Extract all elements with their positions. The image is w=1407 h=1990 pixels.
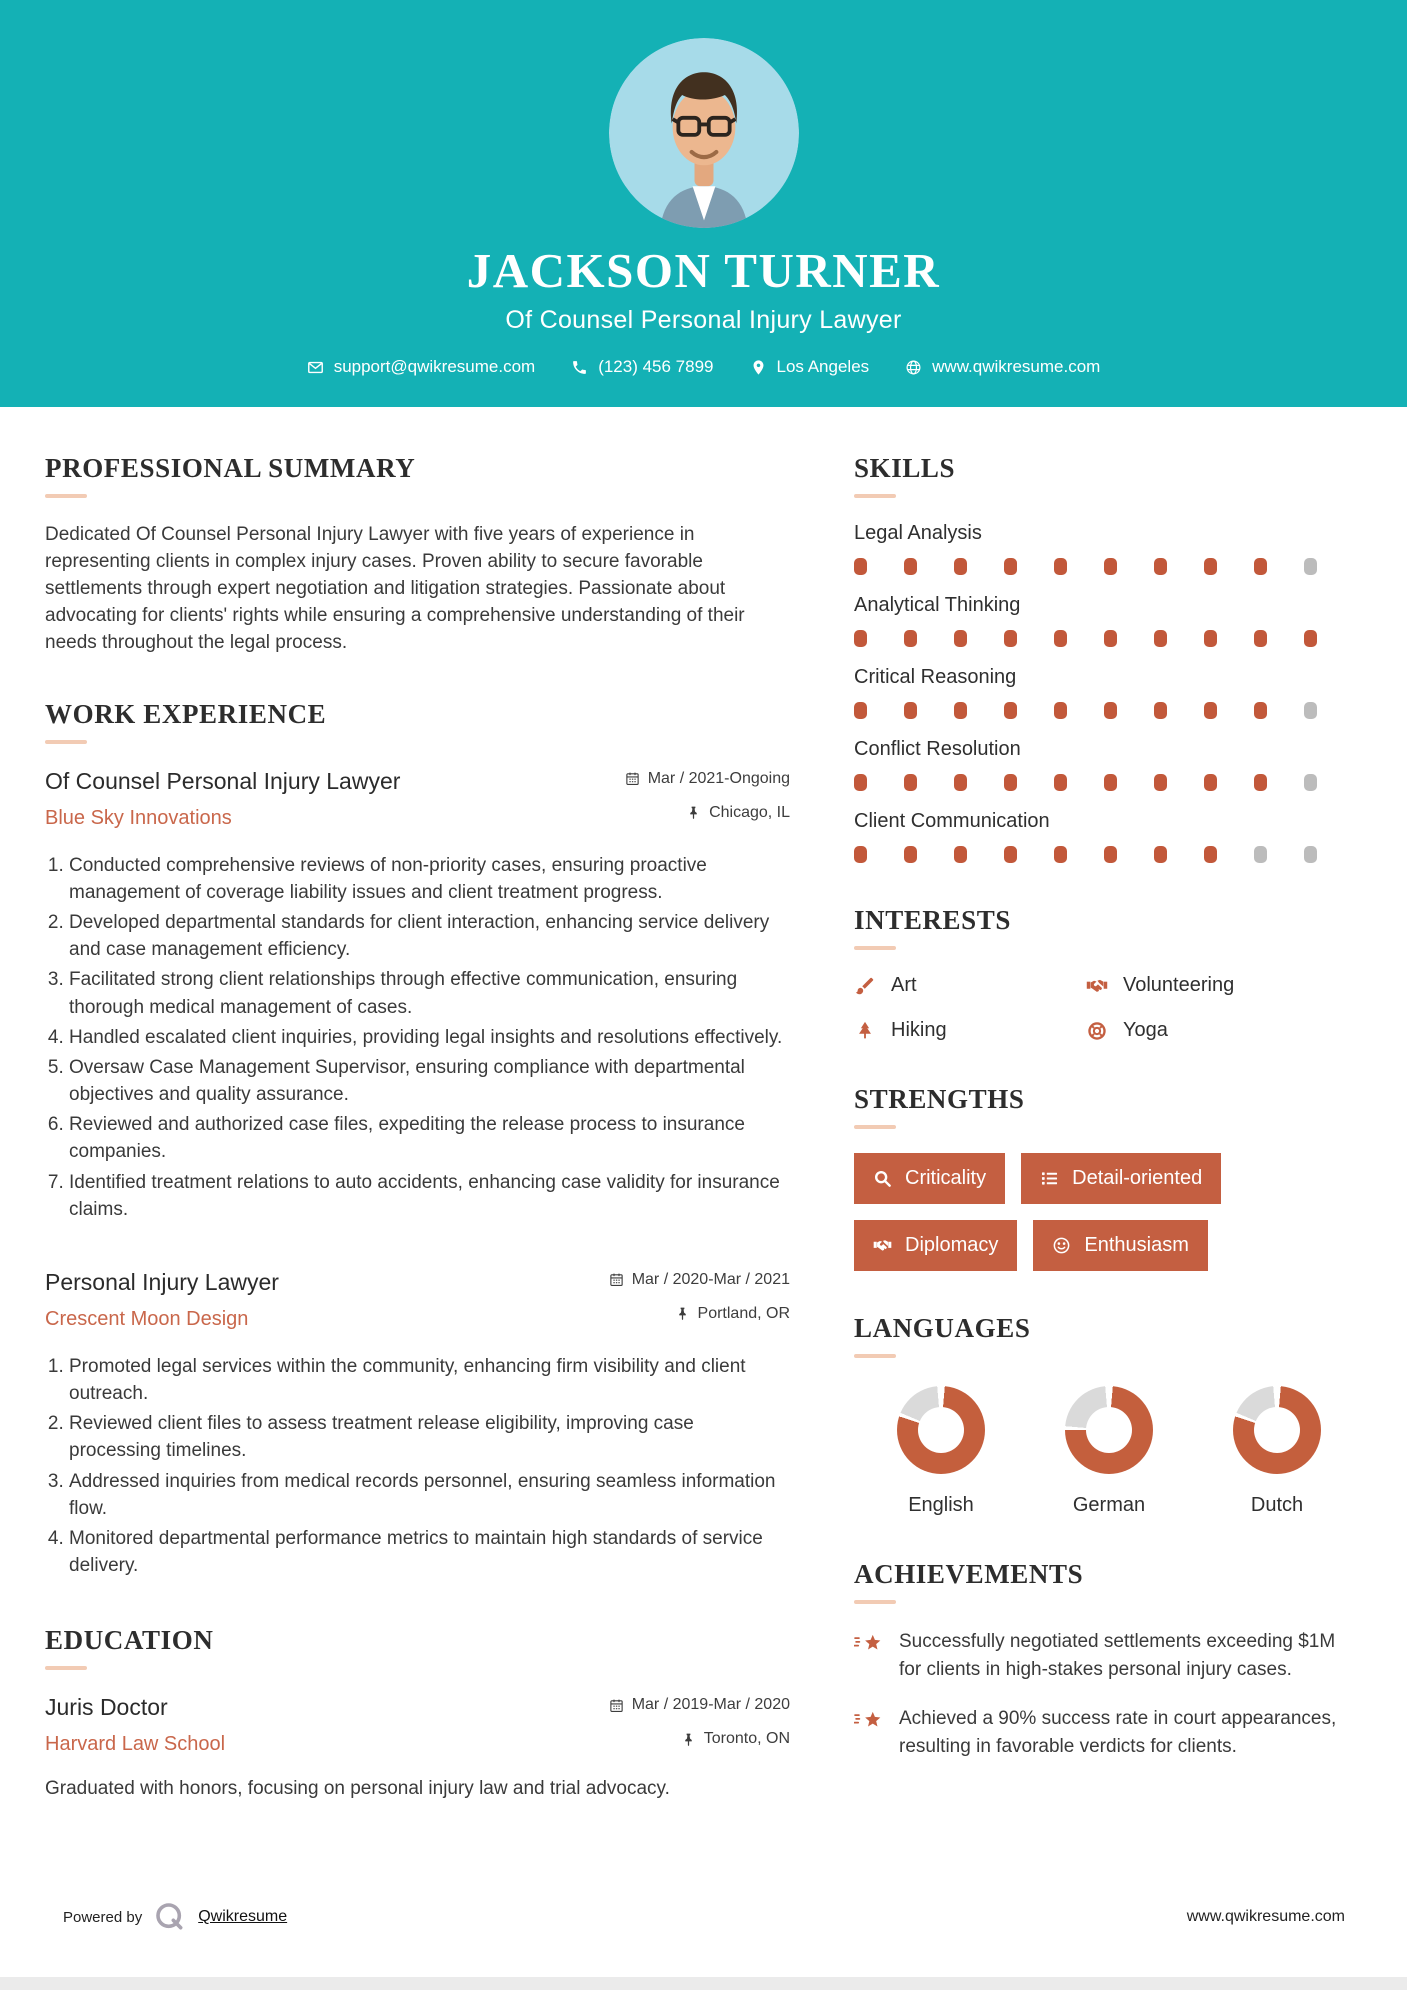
- section-achievements: [854, 1559, 1362, 1760]
- skill-level-dot: [854, 774, 867, 791]
- contact-row: [0, 357, 1407, 377]
- smiley-icon: [1052, 1236, 1071, 1255]
- job-entry: [45, 768, 790, 1223]
- pushpin-icon: [675, 1306, 690, 1321]
- strength-tag: [854, 1220, 1017, 1271]
- job-bullets: [45, 1353, 790, 1579]
- job-location-text: Portland, OR: [697, 1304, 790, 1322]
- language-donut: [1065, 1386, 1153, 1474]
- job-title: Of Counsel Personal Injury Lawyer: [45, 767, 401, 794]
- achievement-item: [854, 1628, 1362, 1683]
- heading-underline: [45, 494, 87, 498]
- skill-level-dot: [1104, 630, 1117, 647]
- section-skills: [854, 453, 1362, 863]
- skill-level-dot: [854, 558, 867, 575]
- interests-heading: INTERESTS: [854, 905, 1011, 935]
- skill-row: [854, 594, 1362, 647]
- heading-underline: [854, 1354, 896, 1358]
- job-entry: [45, 1269, 790, 1579]
- skill-row: [854, 666, 1362, 719]
- skill-level-dot: [1004, 702, 1017, 719]
- skill-level-dot: [1054, 846, 1067, 863]
- skill-level-dot: [1104, 702, 1117, 719]
- avatar-illustration: [609, 38, 799, 228]
- strength-label: Diplomacy: [905, 1234, 999, 1256]
- language-donut: [897, 1386, 985, 1474]
- skill-name: Client Communication: [854, 810, 1050, 832]
- calendar-icon: [609, 1698, 624, 1713]
- strengths-heading: STRENGTHS: [854, 1084, 1025, 1114]
- resume-body: [0, 407, 1407, 1901]
- skill-row: [854, 738, 1362, 791]
- interest-item: [854, 1019, 1086, 1042]
- skill-level-dot: [1154, 630, 1167, 647]
- skill-level-dot: [854, 702, 867, 719]
- skill-level-dot: [1054, 702, 1067, 719]
- job-dates-text: Mar / 2021-Ongoing: [647, 769, 790, 787]
- phone-icon: [571, 359, 588, 376]
- skill-level-dot: [1254, 630, 1267, 647]
- skill-level-dot: [1104, 558, 1117, 575]
- interest-label: Volunteering: [1123, 974, 1235, 996]
- person-title: Of Counsel Personal Injury Lawyer: [505, 306, 902, 334]
- education-heading: EDUCATION: [45, 1625, 214, 1656]
- skill-level-dot: [1204, 774, 1217, 791]
- skill-level-dot: [904, 702, 917, 719]
- skill-level-dot: [1304, 774, 1317, 791]
- contact-text[interactable]: (123) 456 7899: [598, 357, 714, 376]
- skill-level-dot: [1004, 774, 1017, 791]
- skill-name: Critical Reasoning: [854, 666, 1017, 688]
- job-bullet: 3. Addressed inquiries from medical records personnel, ensuring seamless information flow.: [69, 1468, 790, 1522]
- achievement-text: Successfully negotiated settlements exceeding $1M for clients in high-stakes personal injury cases.: [899, 1631, 1336, 1680]
- interest-item: [854, 974, 1086, 997]
- right-column: [854, 453, 1362, 1901]
- skill-level-dot: [1154, 846, 1167, 863]
- job-title: Personal Injury Lawyer: [45, 1268, 279, 1295]
- job-location-text: Toronto, ON: [703, 1730, 790, 1748]
- calendar-icon: [625, 771, 640, 786]
- strength-label: Enthusiasm: [1084, 1234, 1189, 1256]
- skill-level-dot: [954, 774, 967, 791]
- lifebuoy-icon: [1086, 1020, 1108, 1042]
- skill-level-dot: [1204, 558, 1217, 575]
- interest-label: Art: [891, 974, 917, 996]
- strengths-list: [854, 1153, 1362, 1271]
- contact-item[interactable]: [571, 357, 713, 377]
- job-bullet: 6. Reviewed and authorized case files, expediting the release process to insurance companies.: [69, 1111, 790, 1165]
- skill-level-dot: [1254, 846, 1267, 863]
- strength-tag: [854, 1153, 1005, 1204]
- shooting-star-icon: [854, 1706, 884, 1736]
- interest-label: Yoga: [1123, 1019, 1168, 1041]
- skills-list: [854, 522, 1362, 863]
- job-dates-text: Mar / 2019-Mar / 2020: [631, 1696, 790, 1714]
- heading-underline: [854, 946, 896, 950]
- skills-heading: SKILLS: [854, 453, 956, 483]
- skill-level-dot: [1304, 846, 1317, 863]
- search-icon: [873, 1169, 892, 1188]
- skill-level-dot: [954, 846, 967, 863]
- bottom-strip: [0, 1977, 1407, 1990]
- contact-item[interactable]: [750, 357, 870, 377]
- skill-row: [854, 522, 1362, 575]
- skill-level: [854, 558, 1362, 575]
- job-bullets: [45, 852, 790, 1223]
- location-icon: [750, 359, 767, 376]
- pushpin-icon: [681, 1732, 696, 1747]
- job-location: [609, 1305, 790, 1323]
- skill-level-dot: [904, 558, 917, 575]
- language-name: German: [1072, 1494, 1146, 1516]
- interests-grid: [854, 974, 1362, 1042]
- envelope-icon: [307, 359, 324, 376]
- skill-level-dot: [1204, 846, 1217, 863]
- skill-level-dot: [1304, 558, 1317, 575]
- skill-level-dot: [1054, 558, 1067, 575]
- skill-level: [854, 702, 1362, 719]
- contact-item[interactable]: [307, 357, 536, 377]
- skill-level-dot: [1154, 702, 1167, 719]
- skill-level-dot: [854, 846, 867, 863]
- job-bullet: 1. Conducted comprehensive reviews of non-priority cases, ensuring proactive management of coverage liability issues and client treatment progress.: [69, 852, 790, 906]
- footer-website: www.qwikresume.com: [1186, 1908, 1345, 1925]
- skill-level-dot: [1304, 702, 1317, 719]
- strength-label: Criticality: [905, 1167, 987, 1189]
- globe-icon: [905, 359, 922, 376]
- skill-level-dot: [1054, 774, 1067, 791]
- section-interests: [854, 905, 1362, 1042]
- skill-level-dot: [1154, 558, 1167, 575]
- skill-level-dot: [1054, 630, 1067, 647]
- language-item: [866, 1386, 1016, 1517]
- page-footer: [0, 1901, 1407, 1977]
- job-list: [45, 768, 790, 1579]
- language-donut: [1233, 1386, 1321, 1474]
- job-bullet: 1. Promoted legal services within the community, enhancing firm visibility and client outreach.: [69, 1353, 790, 1407]
- job-dates: [609, 1696, 790, 1714]
- section-strengths: [854, 1084, 1362, 1271]
- languages-row: [854, 1382, 1362, 1517]
- job-dates: [625, 770, 790, 788]
- shooting-star-icon: [854, 1629, 884, 1659]
- contact-text[interactable]: support@qwikresume.com: [333, 357, 536, 376]
- work-experience-heading: WORK EXPERIENCE: [45, 698, 327, 729]
- job-dates-text: Mar / 2020-Mar / 2021: [631, 1270, 790, 1288]
- achievements-heading: ACHIEVEMENTS: [854, 1559, 1084, 1589]
- list-icon: [1040, 1169, 1059, 1188]
- summary-text: Dedicated Of Counsel Personal Injury Lawyer with five years of experience in representing clients in complex injury cases. Proven ability to secure favorable settlements through expert negotiation and litigation strategies. Passionate about advocating for clients' rights while ensuring a comprehensive understanding of their needs throughout the legal process.: [45, 524, 745, 653]
- strength-tag: [1033, 1220, 1208, 1271]
- skill-name: Legal Analysis: [854, 522, 982, 544]
- job-bullet: 4. Handled escalated client inquiries, providing legal insights and resolutions effectively.: [69, 1024, 790, 1051]
- heading-underline: [854, 1125, 896, 1129]
- achievement-text: Achieved a 90% success rate in court appearances, resulting in favorable verdicts for clients.: [899, 1708, 1337, 1757]
- skill-name: Analytical Thinking: [854, 594, 1021, 616]
- skill-level: [854, 630, 1362, 647]
- skill-level-dot: [1004, 558, 1017, 575]
- section-work-experience: [45, 699, 790, 1579]
- skill-level-dot: [1204, 702, 1217, 719]
- tree-icon: [854, 1020, 876, 1042]
- pushpin-icon: [686, 805, 701, 820]
- section-languages: [854, 1313, 1362, 1517]
- job-bullet: 5. Oversaw Case Management Supervisor, ensuring compliance with departmental objectives and quality assurance.: [69, 1054, 790, 1108]
- handshake-icon: [873, 1236, 892, 1255]
- heading-underline: [854, 1600, 896, 1604]
- achievements-list: [854, 1628, 1362, 1760]
- job-bullet: 4. Monitored departmental performance metrics to maintain high standards of service delivery.: [69, 1525, 790, 1579]
- avatar: [609, 38, 799, 228]
- skill-name: Conflict Resolution: [854, 738, 1021, 760]
- job-bullet: 3. Facilitated strong client relationships through effective communication, ensuring thorough medical management of cases.: [69, 966, 790, 1020]
- education-note: Graduated with honors, focusing on personal injury law and trial advocacy.: [45, 1778, 670, 1800]
- skill-level-dot: [904, 846, 917, 863]
- contact-item[interactable]: [905, 357, 1100, 377]
- skill-level-dot: [954, 702, 967, 719]
- skill-level-dot: [1254, 558, 1267, 575]
- heading-underline: [854, 494, 896, 498]
- skill-level-dot: [1154, 774, 1167, 791]
- skill-level: [854, 774, 1362, 791]
- job-company: Blue Sky Innovations: [45, 806, 232, 829]
- job-bullet: 7. Identified treatment relations to auto accidents, enhancing case validity for insurance claims.: [69, 1169, 790, 1223]
- skill-level-dot: [1204, 630, 1217, 647]
- section-professional-summary: [45, 453, 790, 657]
- achievement-item: [854, 1705, 1362, 1760]
- calendar-icon: [609, 1272, 624, 1287]
- job-bullet: 2. Reviewed client files to assess treatment release eligibility, improving case processing timelines.: [69, 1410, 790, 1464]
- education-degree: Juris Doctor: [45, 1694, 168, 1721]
- education-school: Harvard Law School: [45, 1733, 226, 1756]
- left-column: [45, 453, 790, 1901]
- powered-by: [63, 1901, 287, 1933]
- job-location-text: Chicago, IL: [709, 803, 790, 821]
- interest-item: [1086, 974, 1362, 997]
- summary-heading: PROFESSIONAL SUMMARY: [45, 453, 416, 483]
- language-item: [1202, 1386, 1352, 1517]
- section-education: [45, 1625, 790, 1803]
- powered-by-label: Powered by: [63, 1908, 143, 1926]
- heading-underline: [45, 1666, 87, 1670]
- education-entry: [45, 1694, 790, 1803]
- skill-level-dot: [904, 630, 917, 647]
- interest-item: [1086, 1019, 1362, 1042]
- skill-level-dot: [954, 630, 967, 647]
- skill-level-dot: [1254, 774, 1267, 791]
- handshake-icon: [1086, 975, 1108, 997]
- skill-level-dot: [854, 630, 867, 647]
- skill-level-dot: [954, 558, 967, 575]
- language-item: [1034, 1386, 1184, 1517]
- skill-level-dot: [904, 774, 917, 791]
- skill-level-dot: [1254, 702, 1267, 719]
- job-bullet: 2. Developed departmental standards for client interaction, enhancing service delivery and case management efficiency.: [69, 909, 790, 963]
- skill-level: [854, 846, 1362, 863]
- skill-level-dot: [1004, 630, 1017, 647]
- languages-heading: LANGUAGES: [854, 1313, 1031, 1343]
- heading-underline: [45, 740, 87, 744]
- job-location: [609, 1730, 790, 1748]
- contact-text[interactable]: www.qwikresume.com: [932, 357, 1101, 376]
- job-dates: [609, 1271, 790, 1289]
- skill-row: [854, 810, 1362, 863]
- interest-label: Hiking: [891, 1019, 947, 1041]
- paintbrush-icon: [854, 975, 876, 997]
- resume-header: [0, 0, 1407, 407]
- strength-label: Detail-oriented: [1072, 1167, 1203, 1189]
- skill-level-dot: [1104, 774, 1117, 791]
- person-name: JACKSON TURNER: [466, 243, 941, 298]
- skill-level-dot: [1104, 846, 1117, 863]
- skill-level-dot: [1004, 846, 1017, 863]
- job-company: Crescent Moon Design: [45, 1307, 249, 1330]
- skill-level-dot: [1304, 630, 1317, 647]
- education-list: [45, 1694, 790, 1803]
- job-location: [625, 804, 790, 822]
- language-name: English: [908, 1494, 974, 1516]
- language-name: Dutch: [1250, 1494, 1304, 1516]
- qwikresume-link[interactable]: Qwikresume: [198, 1908, 288, 1925]
- contact-text[interactable]: Los Angeles: [776, 357, 870, 376]
- strength-tag: [1021, 1153, 1221, 1204]
- qwikresume-logo-icon: [154, 1901, 186, 1933]
